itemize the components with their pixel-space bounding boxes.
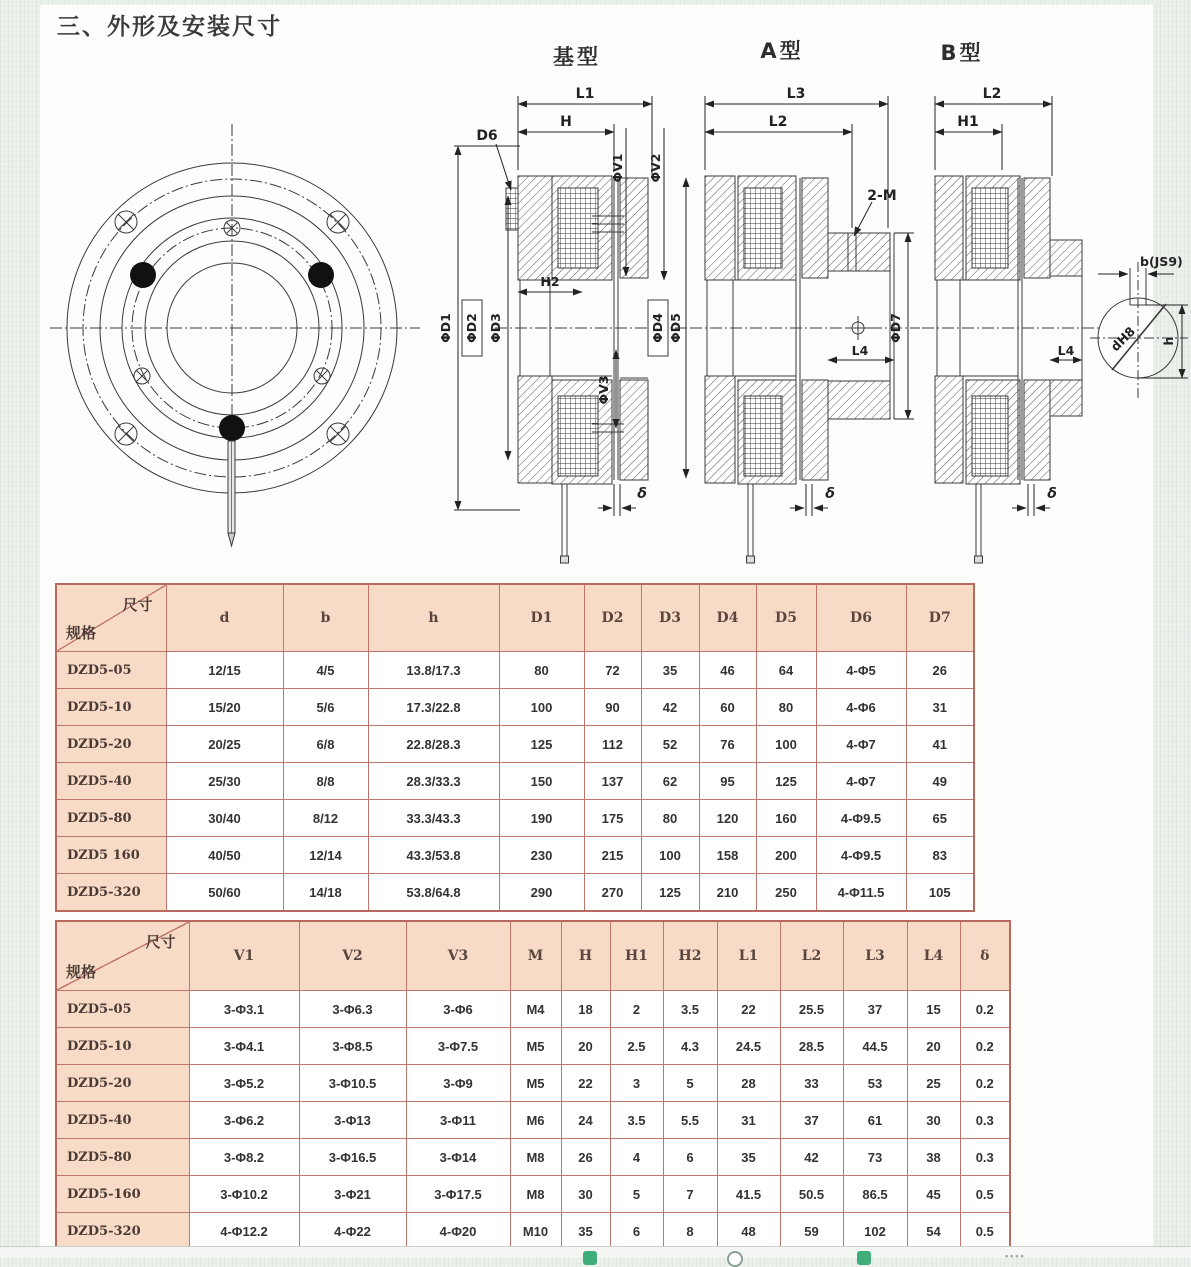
cell: 105 xyxy=(906,874,974,912)
technical-drawing xyxy=(40,28,1191,573)
dim-label-l1: L1 xyxy=(575,86,595,102)
cell: 18 xyxy=(561,991,610,1028)
dim-label-l4-a: L4 xyxy=(851,343,869,358)
cell: 102 xyxy=(843,1213,907,1251)
column-header-D2: D2 xyxy=(584,584,641,652)
row-label: DZD5-10 xyxy=(56,689,166,726)
dim-label-l3: L3 xyxy=(786,86,806,102)
dimension-table-2 xyxy=(55,920,1011,1251)
cell: 20 xyxy=(561,1028,610,1065)
cell: 4-Φ7 xyxy=(816,726,906,763)
dim-label-b-js9: b(JS9) xyxy=(1140,254,1183,269)
cell: 73 xyxy=(843,1139,907,1176)
dim-label-2m: 2-M xyxy=(867,188,897,204)
column-header-D6: D6 xyxy=(816,584,906,652)
keyway-detail xyxy=(1090,254,1188,398)
column-header-L3: L3 xyxy=(843,921,907,991)
cell: 59 xyxy=(780,1213,843,1251)
cell: 83 xyxy=(906,837,974,874)
cell: 90 xyxy=(584,689,641,726)
table-row xyxy=(56,689,974,726)
cell: 4-Φ9.5 xyxy=(816,837,906,874)
cell: 4-Φ11.5 xyxy=(816,874,906,912)
cell: 0.2 xyxy=(960,1028,1010,1065)
cell: 61 xyxy=(843,1102,907,1139)
cell: 22 xyxy=(561,1065,610,1102)
column-header-D1: D1 xyxy=(499,584,584,652)
cell: 48 xyxy=(717,1213,780,1251)
dim-label-l4-b: L4 xyxy=(1057,343,1075,358)
cell: 13.8/17.3 xyxy=(368,652,499,689)
cell: 53 xyxy=(843,1065,907,1102)
row-label: DZD5-40 xyxy=(56,1102,189,1139)
bottom-toolbar xyxy=(0,1246,1191,1261)
cell: 37 xyxy=(780,1102,843,1139)
corner-label-size: 尺寸 xyxy=(122,596,153,614)
cell: 95 xyxy=(699,763,756,800)
cell: 80 xyxy=(756,689,816,726)
dim-label-d6: D6 xyxy=(476,128,498,144)
cell: 2 xyxy=(610,991,663,1028)
column-header-D4: D4 xyxy=(699,584,756,652)
cell: 3-Φ4.1 xyxy=(189,1028,299,1065)
table-row xyxy=(56,800,974,837)
row-label: DZD5-80 xyxy=(56,800,166,837)
cell: 26 xyxy=(561,1139,610,1176)
column-header-h: h xyxy=(368,584,499,652)
column-header-d: d xyxy=(166,584,283,652)
toolbar-icon-green-1[interactable] xyxy=(583,1251,597,1265)
dim-label-d1: ΦD1 xyxy=(438,313,453,343)
cell: 8/8 xyxy=(283,763,368,800)
cell: 6 xyxy=(610,1213,663,1251)
cell: 100 xyxy=(756,726,816,763)
cell: 0.3 xyxy=(960,1102,1010,1139)
cell: 5/6 xyxy=(283,689,368,726)
cell: 3-Φ11 xyxy=(406,1102,510,1139)
view-label-base: 基型 xyxy=(553,45,601,69)
cell: 28 xyxy=(717,1065,780,1102)
toolbar-icon-green-2[interactable] xyxy=(857,1251,871,1265)
table-row xyxy=(56,991,1010,1028)
cell: M10 xyxy=(510,1213,561,1251)
table-row xyxy=(56,837,974,874)
cell: 41 xyxy=(906,726,974,763)
cell: 175 xyxy=(584,800,641,837)
dim-label-v1: ΦV1 xyxy=(610,153,625,183)
cell: 137 xyxy=(584,763,641,800)
dim-label-v3: ΦV3 xyxy=(596,375,611,405)
cell: 4-Φ20 xyxy=(406,1213,510,1251)
dim-label-h2: H2 xyxy=(540,274,560,289)
cell: 5 xyxy=(610,1176,663,1213)
cell: 3 xyxy=(610,1065,663,1102)
cell: 3-Φ9 xyxy=(406,1065,510,1102)
cell: 53.8/64.8 xyxy=(368,874,499,912)
cell: 4-Φ9.5 xyxy=(816,800,906,837)
cell: 46 xyxy=(699,652,756,689)
cell: 3-Φ21 xyxy=(299,1176,406,1213)
cell: 30/40 xyxy=(166,800,283,837)
dim-label-h-key: h xyxy=(1161,336,1176,346)
cell: 24 xyxy=(561,1102,610,1139)
cell: 44.5 xyxy=(843,1028,907,1065)
cell: 112 xyxy=(584,726,641,763)
cell: 20 xyxy=(907,1028,960,1065)
a-type-section xyxy=(690,39,920,563)
cell: 3-Φ10.2 xyxy=(189,1176,299,1213)
cell: 22 xyxy=(717,991,780,1028)
cell: 4-Φ7 xyxy=(816,763,906,800)
cell: 120 xyxy=(699,800,756,837)
row-label: DZD5-05 xyxy=(56,652,166,689)
cell: 37 xyxy=(843,991,907,1028)
cell: 3-Φ6.2 xyxy=(189,1102,299,1139)
cell: 125 xyxy=(756,763,816,800)
toolbar-icon-circle[interactable] xyxy=(727,1251,743,1267)
cell: 0.3 xyxy=(960,1139,1010,1176)
cell: 100 xyxy=(499,689,584,726)
cell: 17.3/22.8 xyxy=(368,689,499,726)
cell: 30 xyxy=(561,1176,610,1213)
cell: 35 xyxy=(641,652,699,689)
cell: 3-Φ14 xyxy=(406,1139,510,1176)
base-type-section xyxy=(438,45,695,563)
cell: M6 xyxy=(510,1102,561,1139)
cell: 64 xyxy=(756,652,816,689)
cell: 15/20 xyxy=(166,689,283,726)
column-header-H: H xyxy=(561,921,610,991)
column-header-H1: H1 xyxy=(610,921,663,991)
table-row xyxy=(56,726,974,763)
cell: 0.2 xyxy=(960,991,1010,1028)
dim-label-delta-a: δ xyxy=(825,486,835,502)
cell: 4/5 xyxy=(283,652,368,689)
table-row xyxy=(56,1065,1010,1102)
cell: 270 xyxy=(584,874,641,912)
cell: 25/30 xyxy=(166,763,283,800)
cell: 3.5 xyxy=(663,991,717,1028)
column-header-L2: L2 xyxy=(780,921,843,991)
row-label: DZD5-40 xyxy=(56,763,166,800)
cell: 43.3/53.8 xyxy=(368,837,499,874)
cell: 28.3/33.3 xyxy=(368,763,499,800)
dim-label-delta-b: δ xyxy=(1047,486,1057,502)
lead-wire xyxy=(228,441,235,546)
corner-label-spec: 规格 xyxy=(66,624,97,642)
row-label: DZD5-320 xyxy=(56,874,166,912)
dim-label-d5: ΦD5 xyxy=(668,313,683,343)
cell: 12/14 xyxy=(283,837,368,874)
cell: 4-Φ5 xyxy=(816,652,906,689)
dim-label-delta-base: δ xyxy=(637,486,647,502)
cell: 62 xyxy=(641,763,699,800)
column-header-L4: L4 xyxy=(907,921,960,991)
cell: 15 xyxy=(907,991,960,1028)
row-label: DZD5-20 xyxy=(56,726,166,763)
column-header-V2: V2 xyxy=(299,921,406,991)
cell: 76 xyxy=(699,726,756,763)
cell: 22.8/28.3 xyxy=(368,726,499,763)
dim-label-dh8: dH8 xyxy=(1107,323,1139,355)
cell: 80 xyxy=(499,652,584,689)
section-title: 三、外形及安装尺寸 xyxy=(57,13,282,39)
cell: 7 xyxy=(663,1176,717,1213)
column-header-V3: V3 xyxy=(406,921,510,991)
cell: 3-Φ16.5 xyxy=(299,1139,406,1176)
cell: 3-Φ6.3 xyxy=(299,991,406,1028)
cell: 2.5 xyxy=(610,1028,663,1065)
cell: 3-Φ5.2 xyxy=(189,1065,299,1102)
cell: 54 xyxy=(907,1213,960,1251)
row-label: DZD5-20 xyxy=(56,1065,189,1102)
cell: 6/8 xyxy=(283,726,368,763)
cell: 86.5 xyxy=(843,1176,907,1213)
cell: 50.5 xyxy=(780,1176,843,1213)
cell: 30 xyxy=(907,1102,960,1139)
b-type-section xyxy=(922,41,1100,563)
corner-label-size: 尺寸 xyxy=(145,933,176,951)
cell: 45 xyxy=(907,1176,960,1213)
cell: 3-Φ3.1 xyxy=(189,991,299,1028)
row-label: DZD5-320 xyxy=(56,1213,189,1251)
cell: 35 xyxy=(717,1139,780,1176)
cell: 35 xyxy=(561,1213,610,1251)
cell: 42 xyxy=(780,1139,843,1176)
cell: 3-Φ8.5 xyxy=(299,1028,406,1065)
cell: 5.5 xyxy=(663,1102,717,1139)
dim-label-d2: ΦD2 xyxy=(464,313,479,343)
cell: 210 xyxy=(699,874,756,912)
dim-label-l2-a: L2 xyxy=(768,114,788,130)
cell: M8 xyxy=(510,1176,561,1213)
column-header-M: M xyxy=(510,921,561,991)
table-row xyxy=(56,1028,1010,1065)
cell: 4.3 xyxy=(663,1028,717,1065)
cell: 125 xyxy=(499,726,584,763)
cell: 65 xyxy=(906,800,974,837)
cell: 14/18 xyxy=(283,874,368,912)
view-label-b: B型 xyxy=(940,41,984,65)
cell: 3-Φ10.5 xyxy=(299,1065,406,1102)
cell: 200 xyxy=(756,837,816,874)
cell: M5 xyxy=(510,1065,561,1102)
row-label: DZD5-160 xyxy=(56,1176,189,1213)
cell: 31 xyxy=(906,689,974,726)
toolbar-icon-dots[interactable]: •••• xyxy=(1005,1251,1026,1261)
table-row xyxy=(56,652,974,689)
cell: 31 xyxy=(717,1102,780,1139)
dim-label-d7: ΦD7 xyxy=(888,313,903,343)
column-header-V1: V1 xyxy=(189,921,299,991)
table-row xyxy=(56,1213,1010,1251)
cell: 60 xyxy=(699,689,756,726)
column-header-H2: H2 xyxy=(663,921,717,991)
table-corner-header xyxy=(56,921,189,991)
cell: 25.5 xyxy=(780,991,843,1028)
cell: M5 xyxy=(510,1028,561,1065)
cell: 4-Φ6 xyxy=(816,689,906,726)
cell: 33 xyxy=(780,1065,843,1102)
cell: 190 xyxy=(499,800,584,837)
cell: 4 xyxy=(610,1139,663,1176)
cell: 28.5 xyxy=(780,1028,843,1065)
table-row xyxy=(56,1176,1010,1213)
cell: 6 xyxy=(663,1139,717,1176)
cell: 250 xyxy=(756,874,816,912)
view-label-a: A型 xyxy=(760,39,804,63)
cell: 150 xyxy=(499,763,584,800)
table-row xyxy=(56,763,974,800)
cell: 160 xyxy=(756,800,816,837)
cell: 3-Φ13 xyxy=(299,1102,406,1139)
cell: 230 xyxy=(499,837,584,874)
dim-label-h: H xyxy=(560,114,572,130)
cell: 158 xyxy=(699,837,756,874)
cell: M4 xyxy=(510,991,561,1028)
cell: 4-Φ22 xyxy=(299,1213,406,1251)
cell: 50/60 xyxy=(166,874,283,912)
cell: 24.5 xyxy=(717,1028,780,1065)
cell: 125 xyxy=(641,874,699,912)
column-header-D3: D3 xyxy=(641,584,699,652)
cell: 4-Φ12.2 xyxy=(189,1213,299,1251)
cell: 40/50 xyxy=(166,837,283,874)
cell: 3-Φ8.2 xyxy=(189,1139,299,1176)
cell: 3-Φ6 xyxy=(406,991,510,1028)
cell: 3-Φ17.5 xyxy=(406,1176,510,1213)
dim-label-h1: H1 xyxy=(957,114,979,130)
cell: 8/12 xyxy=(283,800,368,837)
cell: 3.5 xyxy=(610,1102,663,1139)
row-label: DZD5 160 xyxy=(56,837,166,874)
cell: 42 xyxy=(641,689,699,726)
cell: 290 xyxy=(499,874,584,912)
cell: 12/15 xyxy=(166,652,283,689)
cell: 72 xyxy=(584,652,641,689)
table-corner-header xyxy=(56,584,166,652)
dim-label-d3: ΦD3 xyxy=(488,313,503,343)
column-header-δ: δ xyxy=(960,921,1010,991)
cell: 5 xyxy=(663,1065,717,1102)
cell: 0.5 xyxy=(960,1176,1010,1213)
dimension-table-1 xyxy=(55,583,975,912)
dim-label-d4: ΦD4 xyxy=(650,313,665,343)
row-label: DZD5-05 xyxy=(56,991,189,1028)
cell: 49 xyxy=(906,763,974,800)
table-row xyxy=(56,1102,1010,1139)
cell: 41.5 xyxy=(717,1176,780,1213)
cell: 20/25 xyxy=(166,726,283,763)
dim-label-v2: ΦV2 xyxy=(648,153,663,183)
front-view xyxy=(50,124,420,546)
corner-label-spec: 规格 xyxy=(66,963,97,981)
cell: 33.3/43.3 xyxy=(368,800,499,837)
cell: 25 xyxy=(907,1065,960,1102)
cell: 80 xyxy=(641,800,699,837)
cell: 3-Φ7.5 xyxy=(406,1028,510,1065)
column-header-D5: D5 xyxy=(756,584,816,652)
cell: 0.5 xyxy=(960,1213,1010,1251)
cell: 38 xyxy=(907,1139,960,1176)
cell: M8 xyxy=(510,1139,561,1176)
dim-label-l2-b: L2 xyxy=(982,86,1002,102)
table-row xyxy=(56,874,974,912)
cell: 52 xyxy=(641,726,699,763)
cell: 26 xyxy=(906,652,974,689)
cell: 100 xyxy=(641,837,699,874)
column-header-b: b xyxy=(283,584,368,652)
column-header-L1: L1 xyxy=(717,921,780,991)
cell: 0.2 xyxy=(960,1065,1010,1102)
row-label: DZD5-10 xyxy=(56,1028,189,1065)
cell: 215 xyxy=(584,837,641,874)
table-row xyxy=(56,1139,1010,1176)
row-label: DZD5-80 xyxy=(56,1139,189,1176)
column-header-D7: D7 xyxy=(906,584,974,652)
cell: 8 xyxy=(663,1213,717,1251)
